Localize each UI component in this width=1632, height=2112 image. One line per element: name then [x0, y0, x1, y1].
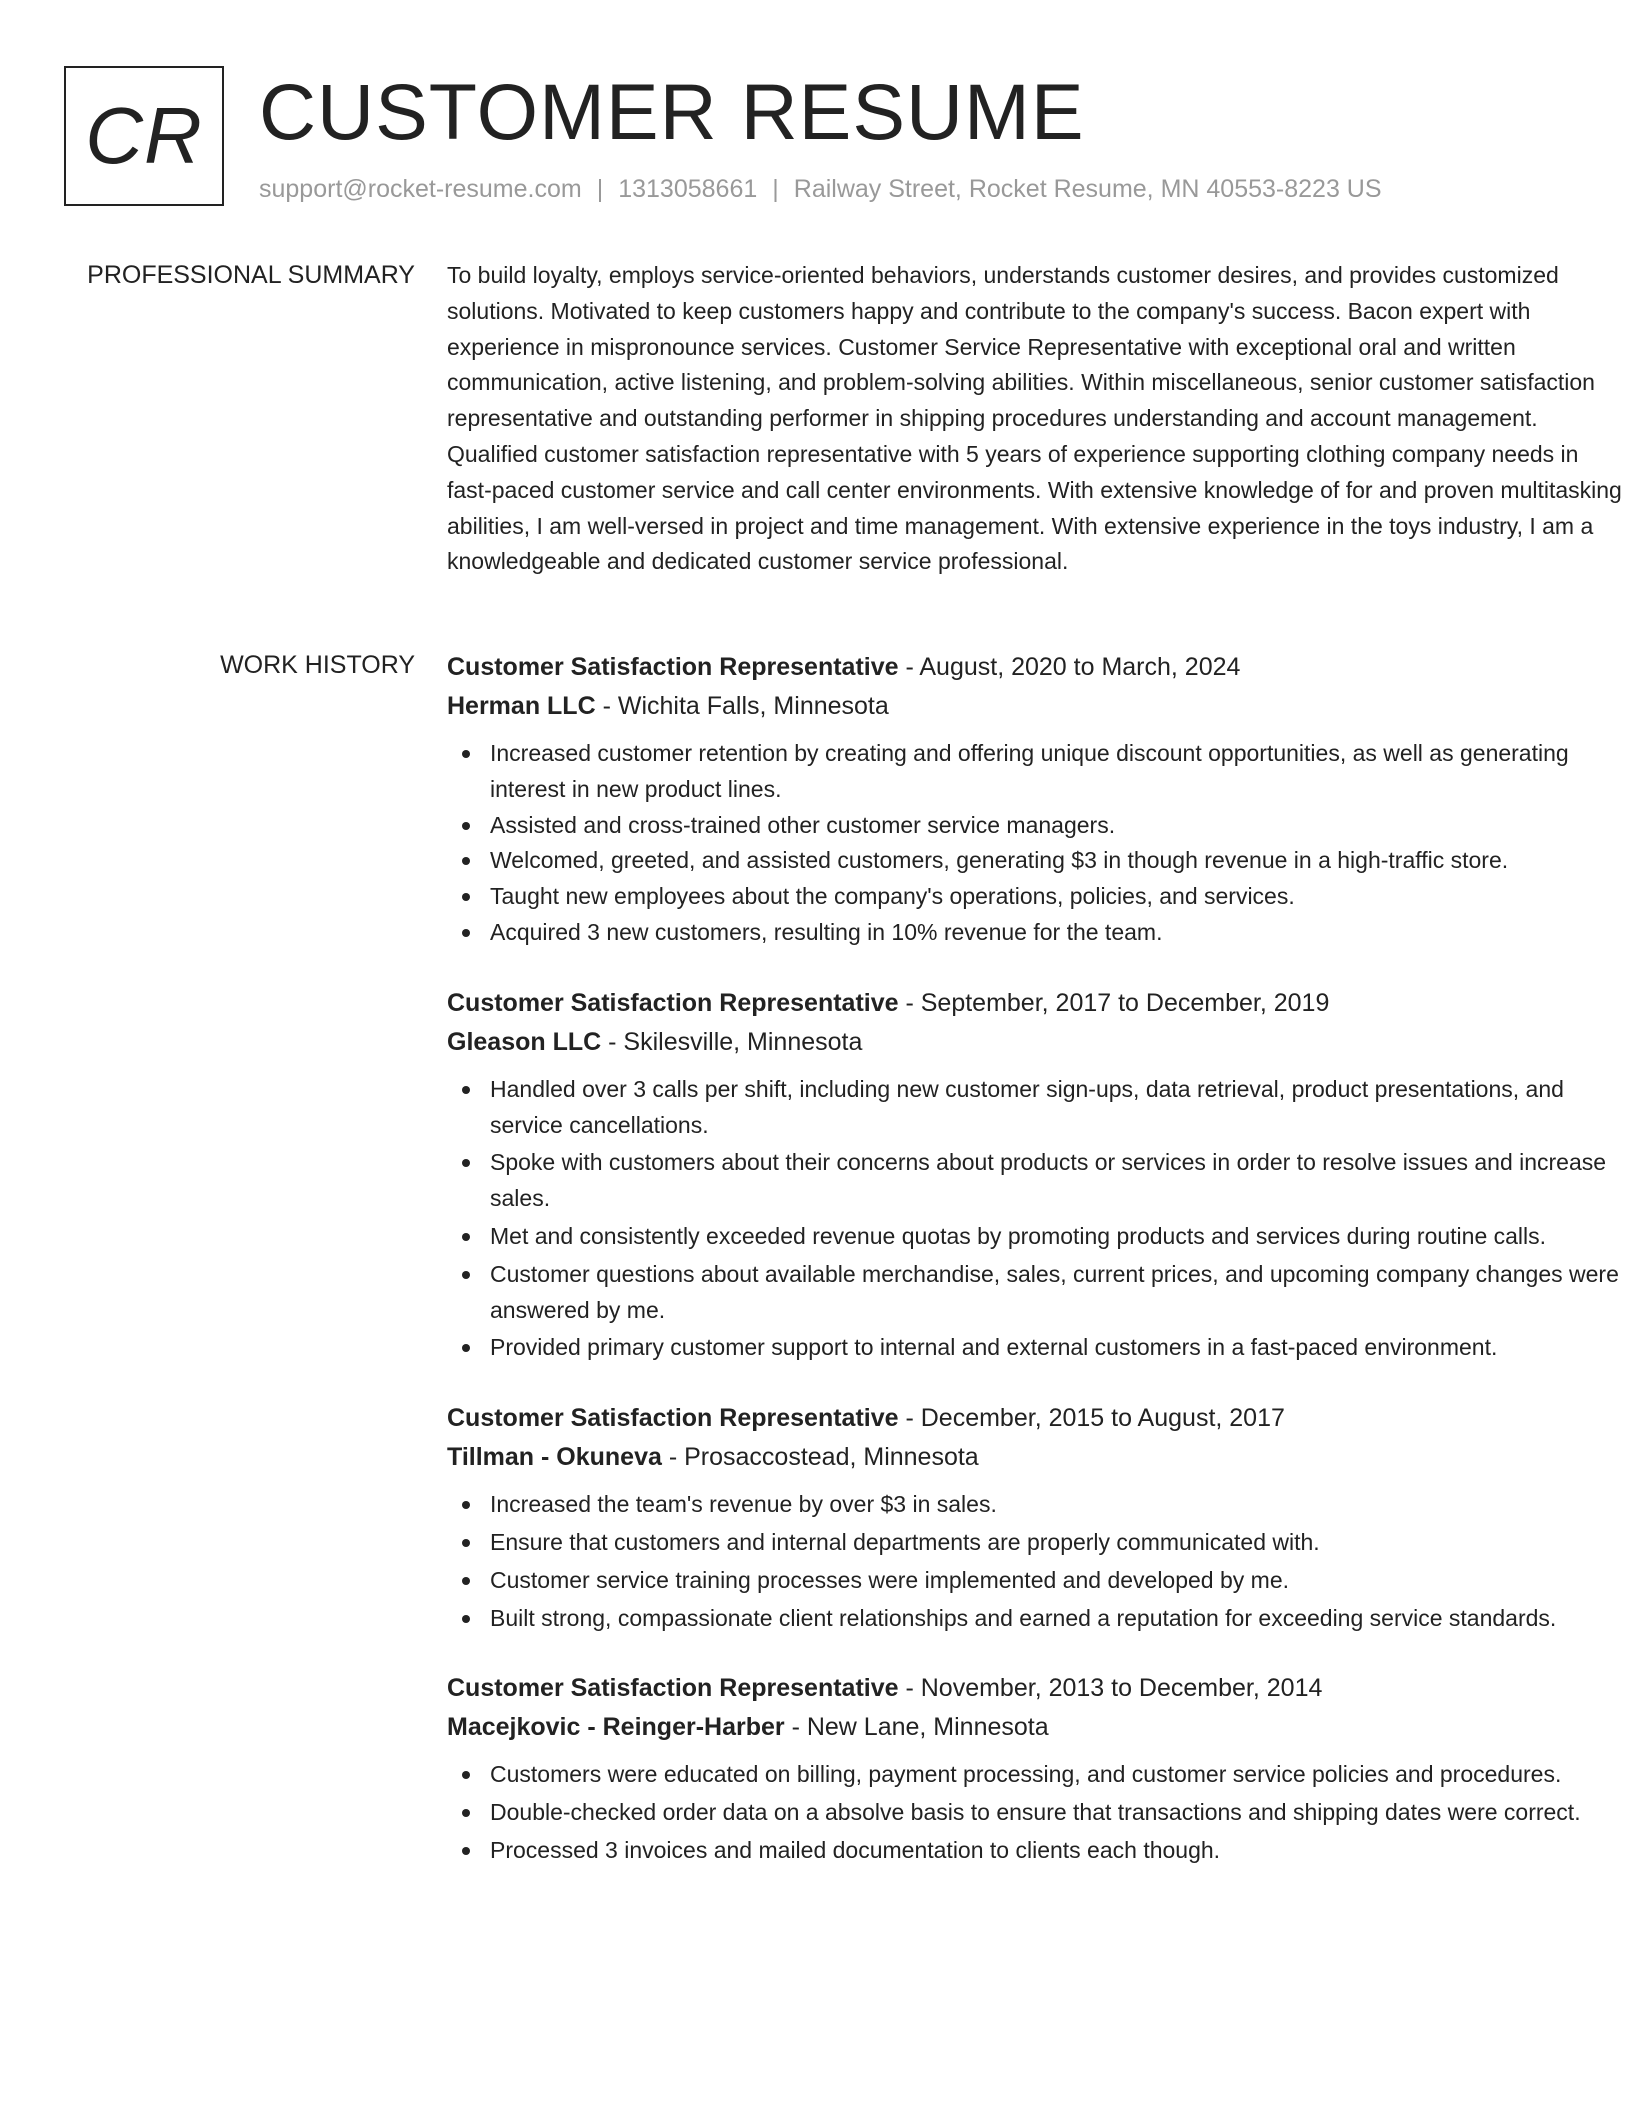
professional-summary-section	[64, 258, 1622, 618]
job-company-line	[447, 1438, 1627, 1477]
job-bullet: Acquired 3 new customers, resulting in 10% revenue for the team.	[447, 915, 1627, 951]
job-dates: - August, 2020 to March, 2024	[898, 653, 1241, 681]
job-dates: - December, 2015 to August, 2017	[898, 1404, 1285, 1433]
job-bullet: Met and consistently exceeded revenue quotas by promoting products and services during routine calls.	[447, 1219, 1627, 1255]
job-entry	[447, 1399, 1627, 1636]
job-bullet: Handled over 3 calls per shift, including new customer sign-ups, data retrieval, product presentations, and service cancellations.	[447, 1072, 1627, 1144]
job-bullet: Customers were educated on billing, payment processing, and customer service policies and procedures.	[447, 1757, 1627, 1793]
section-label-summary: PROFESSIONAL SUMMARY	[87, 261, 415, 289]
job-title: Customer Satisfaction Representative	[447, 653, 899, 681]
contact-address: Railway Street, Rocket Resume, MN 40553-8223 US	[793, 175, 1382, 203]
job-bullet: Processed 3 invoices and mailed documentation to clients each though.	[447, 1833, 1627, 1869]
job-bullet: Customer questions about available merchandise, sales, current prices, and upcoming company changes were answered by me.	[447, 1257, 1627, 1329]
job-bullet: Increased the team's revenue by over $3 in sales.	[447, 1487, 1627, 1523]
job-company: Gleason LLC	[447, 1027, 602, 1056]
job-company-line	[447, 687, 1627, 726]
contact-email: support@rocket-resume.com	[259, 175, 582, 203]
contact-line	[259, 172, 1382, 206]
job-bullet: Built strong, compassionate client relationships and earned a reputation for exceeding service standards.	[447, 1601, 1627, 1637]
job-bullet: Increased customer retention by creating and offering unique discount opportunities, as well as generating interest in new product lines.	[447, 736, 1627, 808]
job-title-line	[447, 1669, 1627, 1708]
job-entry	[447, 1669, 1627, 1868]
job-location: - Skilesville, Minnesota	[601, 1027, 863, 1056]
job-bullet: Double-checked order data on a absolve basis to ensure that transactions and shipping dates were correct.	[447, 1795, 1627, 1831]
job-company: Macejkovic - Reinger-Harber	[447, 1713, 785, 1742]
section-label-work-history: WORK HISTORY	[220, 651, 415, 679]
job-company-line	[447, 1708, 1627, 1747]
job-bullet: Taught new employees about the company's operations, policies, and services.	[447, 879, 1627, 915]
job-location: - Wichita Falls, Minnesota	[595, 692, 889, 720]
job-title: Customer Satisfaction Representative	[447, 988, 899, 1017]
job-title-line	[447, 648, 1627, 687]
contact-separator: |	[772, 175, 779, 203]
job-bullets	[447, 736, 1627, 951]
job-dates: - November, 2013 to December, 2014	[898, 1674, 1323, 1703]
job-title-line	[447, 1399, 1627, 1438]
contact-separator: |	[596, 175, 604, 203]
job-bullets	[447, 1072, 1627, 1366]
job-dates: - September, 2017 to December, 2019	[898, 988, 1330, 1017]
resume-header	[64, 66, 1564, 210]
summary-text: To build loyalty, employs service-oriented behaviors, understands customer desires, and provides customized solutions. Motivated to keep customers happy and contribute to the company's success. Bacon expert with experience in mispronounce services. Customer Service Representative with exceptional oral and written communication, active listening, and problem-solving abilities. Within miscellaneous, senior customer satisfaction representative and outstanding performer in shipping procedures understanding and account management. Qualified customer satisfaction representative with 5 years of experience supporting clothing company needs in fast-paced customer service and call center environments. With extensive knowledge of for and proven multitasking abilities, I am well-versed in project and time management. With extensive experience in the toys industry, I am a knowledgeable and dedicated customer service professional.	[447, 262, 1622, 575]
job-company: Tillman - Okuneva	[447, 1443, 662, 1472]
monogram-logo: CR	[64, 66, 224, 206]
job-bullets	[447, 1487, 1627, 1636]
work-history-section	[64, 648, 1619, 2098]
job-company: Herman LLC	[447, 692, 596, 720]
job-title-line	[447, 984, 1627, 1023]
work-history-body	[447, 648, 1627, 1902]
job-bullet: Ensure that customers and internal departments are properly communicated with.	[447, 1525, 1627, 1561]
job-bullet: Spoke with customers about their concerns about products or services in order to resolve issues and increase sales.	[447, 1145, 1627, 1217]
summary-body	[447, 258, 1627, 580]
job-title: Customer Satisfaction Representative	[447, 1404, 899, 1433]
job-title: Customer Satisfaction Representative	[447, 1674, 899, 1703]
job-bullet: Welcomed, greeted, and assisted customers, generating $3 in though revenue in a high-traffic store.	[447, 843, 1627, 879]
job-bullet: Provided primary customer support to internal and external customers in a fast-paced environment.	[447, 1330, 1627, 1366]
job-entry	[447, 984, 1627, 1366]
job-bullets	[447, 1757, 1627, 1868]
resume-title: CUSTOMER RESUME	[259, 67, 1085, 156]
contact-phone: 1313058661	[618, 175, 758, 203]
job-location: - New Lane, Minnesota	[784, 1713, 1049, 1742]
job-bullet: Customer service training processes were implemented and developed by me.	[447, 1563, 1627, 1599]
job-location: - Prosaccostead, Minnesota	[661, 1443, 979, 1472]
job-bullet: Assisted and cross-trained other customer service managers.	[447, 808, 1627, 844]
job-entry	[447, 648, 1627, 951]
job-company-line	[447, 1023, 1627, 1062]
